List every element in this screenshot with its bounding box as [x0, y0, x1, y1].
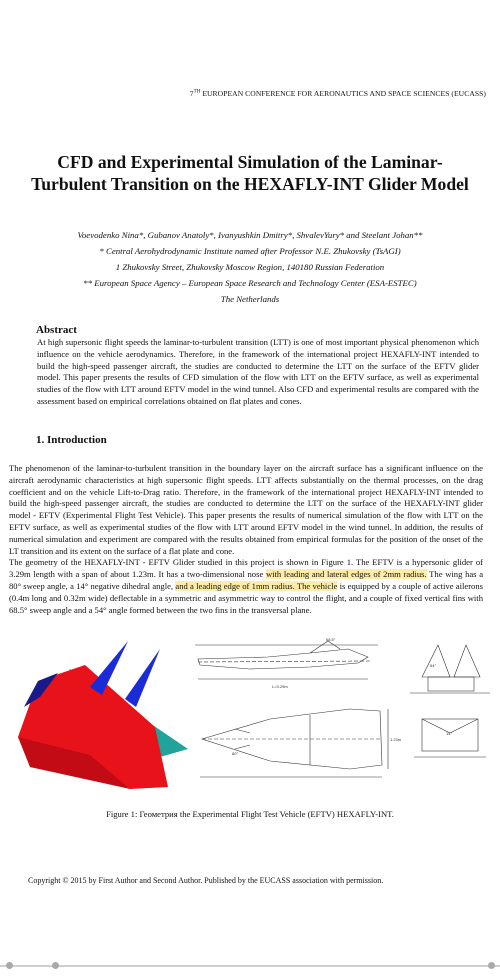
horizontal-scrollbar[interactable]	[0, 962, 500, 970]
eftv-3d-render	[18, 641, 188, 789]
introduction-heading: 1. Introduction	[36, 434, 107, 446]
conference-header	[0, 89, 486, 98]
title-line-2: Turbulent Transition on the HEXAFLY-INT Glider Model	[31, 174, 469, 194]
highlight-2[interactable]: and a leading edge of 1mm radius. The vehicle	[175, 580, 338, 591]
abstract-heading: Abstract	[36, 324, 77, 336]
front-fin-left	[422, 645, 450, 677]
abstract-text: At high supersonic flight speeds the laminar-to-turbulent transition (LTT) is one of most important physical phenomenon which influence on the vehicle aerodynamics. Therefore, in the framework of the international project HEXAFLY-INT intended to build the high-speed passenger aircraft, the studies are conducted to determine the LTT on the surface of the EFTV glider model. This paper presents the results of CFD simulation of the flow with LTT on the EFTV surface, as well as experimental studies of the flow with LTT around EFTV model in the wind tunnel. Also CFD and experimental results are compared with the assessment based on empirical correlations obtained on flat plates and cones.	[37, 337, 479, 406]
dim-span-label: 1.23m	[390, 737, 402, 742]
header-text: EUROPEAN CONFERENCE FOR AERONAUTICS AND SPACE SCIENCES (EUCASS)	[200, 89, 486, 98]
front-view-drawing	[410, 645, 490, 757]
dim-length-label: L=3.29m	[272, 684, 288, 689]
front-body	[428, 677, 474, 691]
dim-dihedral-label: 14°	[446, 731, 453, 736]
intro-paragraph-2	[9, 557, 483, 616]
affiliation-1: * Central Aerohydrodynamic Institute named after Professor N.E. Zhukovsky (TsAGI)	[99, 246, 401, 256]
top-view-drawing	[200, 709, 388, 777]
authors-block	[0, 227, 500, 307]
scroll-start-handle[interactable]	[6, 962, 13, 969]
intro-p2-part-a: The geometry of the HEXAFLY-INT - EFTV Glider studied in this project is shown in Figure 1. The EFTV is a hypersonic glider of 3.29m length with a span of about 1.23m. It has a two-dimensional nose	[9, 557, 483, 580]
header-superscript: TH	[193, 89, 201, 95]
title-line-1: CFD and Experimental Simulation of the Laminar-	[57, 152, 443, 172]
figure-caption: Figure 1: Геометрия the Experimental Flight Test Vehicle (EFTV) HEXAFLY-INT.	[106, 809, 394, 819]
intro-p2-part-b: The wing has a 80° sweep angle, a 14° negative dihedral angle,	[9, 569, 484, 591]
intro-p2-part-c: is equipped by a couple of active ailerons (0.4m long and 0.32m wide) deflectable in a symmetric and asymmetric way to control the flight, and a couple of fixed vertical fins with 68.5° sweep angle and a 54° angle formed between the two fins in the transversal plane.	[9, 580, 483, 615]
author-names: Voevodenko Nina*, Gubanov Anatoly*, Ivanyushkin Dmitry*, ShvalevYury* and Steelant Johan**	[77, 230, 423, 240]
vertical-fin-right	[125, 649, 160, 707]
dim-sweep-label: 80°	[232, 751, 239, 756]
figure-1-graphic	[10, 637, 490, 797]
intro-paragraph-1: The phenomenon of the laminar-to-turbulent transition in the boundary layer on the aircraft surface has a significant influence on the aircraft aerodynamic characteristics at high supersonic flight speeds. LTT affects substantially on the thermal processes, on the drag coefficient and on the vehicle Lift-to-Drag ratio. Therefore, in the framework of the international project HEXAFLY-INT intended to build the high-speed passenger aircraft, the studies are conducted to determine the LTT on the surface of the HEXAFLY-INT glider model - EFTV (Experimental Flight Test Vehicle). This paper presents the results of numerical simulation of the flow with LTT on the EFTV surface, as well as experimental studies of the flow with LTT around EFTV model in the wind tunnel. In addition, the results of numerical simulation and experiment are compared with the results obtained from empirical formulas for the position of the onset of the LT transition and its extent on the surface of a flat plate and cone.	[9, 463, 483, 556]
dim-fin-sweep-label: 68.5°	[326, 637, 336, 642]
figure-1	[10, 637, 490, 797]
affiliation-2: 1 Zhukovsky Street, Zhukovsky Moscow Region, 140180 Russian Federation	[115, 262, 385, 272]
header-number: 7	[189, 89, 194, 98]
affiliation-4: The Netherlands	[220, 294, 280, 304]
scroll-position-handle[interactable]	[52, 962, 59, 969]
introduction-body	[9, 463, 483, 616]
front-fin-right	[454, 645, 480, 677]
dim-fin-angle-label: 54°	[430, 663, 437, 668]
highlight-1[interactable]: with leading and lateral edges of 2mm radius.	[265, 569, 427, 580]
side-view-outline	[198, 649, 368, 669]
affiliation-3: ** European Space Agency – European Space Research and Technology Center (ESA-ESTEC)	[83, 278, 417, 288]
scrollbar-track[interactable]	[0, 965, 500, 967]
scroll-end-handle[interactable]	[488, 962, 495, 969]
copyright-footer: Copyright © 2015 by First Author and Second Author. Published by the EUCASS association with permission.	[28, 876, 384, 885]
paper-title	[0, 151, 500, 195]
side-view-drawing	[195, 641, 378, 679]
side-centerline	[198, 661, 370, 662]
